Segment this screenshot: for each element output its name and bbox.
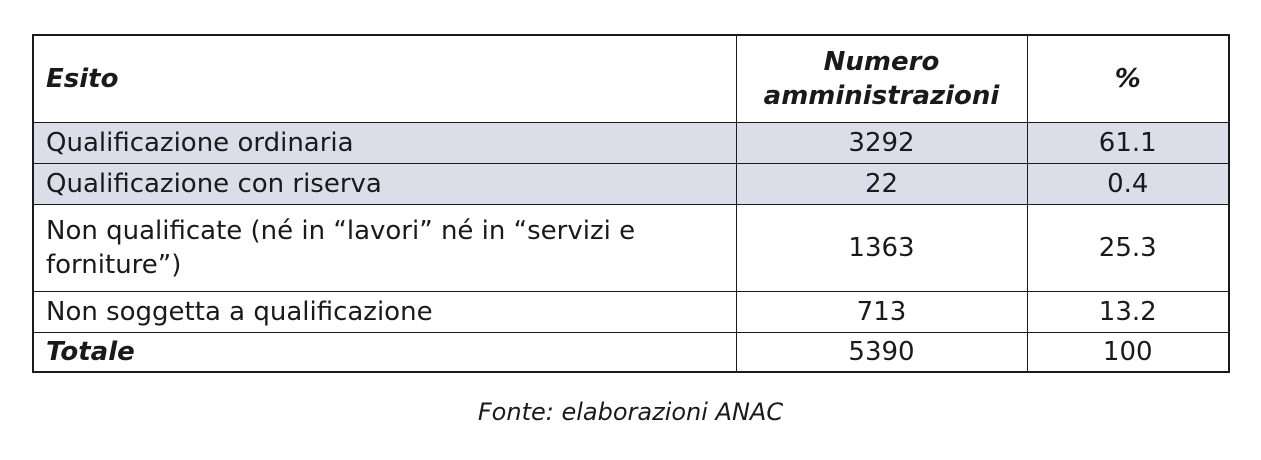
row-percent: 13.2 bbox=[1027, 292, 1229, 333]
row-percent: 0.4 bbox=[1027, 164, 1229, 205]
row-percent: 25.3 bbox=[1027, 205, 1229, 292]
row-numero: 3292 bbox=[736, 123, 1027, 164]
table-row bbox=[33, 205, 1229, 292]
table-header-row bbox=[33, 35, 1229, 123]
results-table bbox=[32, 34, 1230, 373]
row-esito: Non soggetta a qualificazione bbox=[33, 292, 736, 333]
row-percent: 61.1 bbox=[1027, 123, 1229, 164]
table-row bbox=[33, 164, 1229, 205]
table-total-row bbox=[33, 333, 1229, 373]
table-row bbox=[33, 123, 1229, 164]
row-numero: 1363 bbox=[736, 205, 1027, 292]
header-numero-amministrazioni: Numero amministrazioni bbox=[736, 35, 1027, 123]
row-esito: Non qualificate (né in “lavori” né in “servizi e forniture”) bbox=[33, 205, 736, 292]
row-esito: Qualificazione ordinaria bbox=[33, 123, 736, 164]
header-esito: Esito bbox=[33, 35, 736, 123]
total-percent: 100 bbox=[1027, 333, 1229, 373]
table-row bbox=[33, 292, 1229, 333]
total-label: Totale bbox=[33, 333, 736, 373]
source-caption: Fonte: elaborazioni ANAC bbox=[477, 398, 784, 426]
row-numero: 713 bbox=[736, 292, 1027, 333]
header-percent: % bbox=[1027, 35, 1229, 123]
row-numero: 22 bbox=[736, 164, 1027, 205]
total-numero: 5390 bbox=[736, 333, 1027, 373]
row-esito: Qualificazione con riserva bbox=[33, 164, 736, 205]
